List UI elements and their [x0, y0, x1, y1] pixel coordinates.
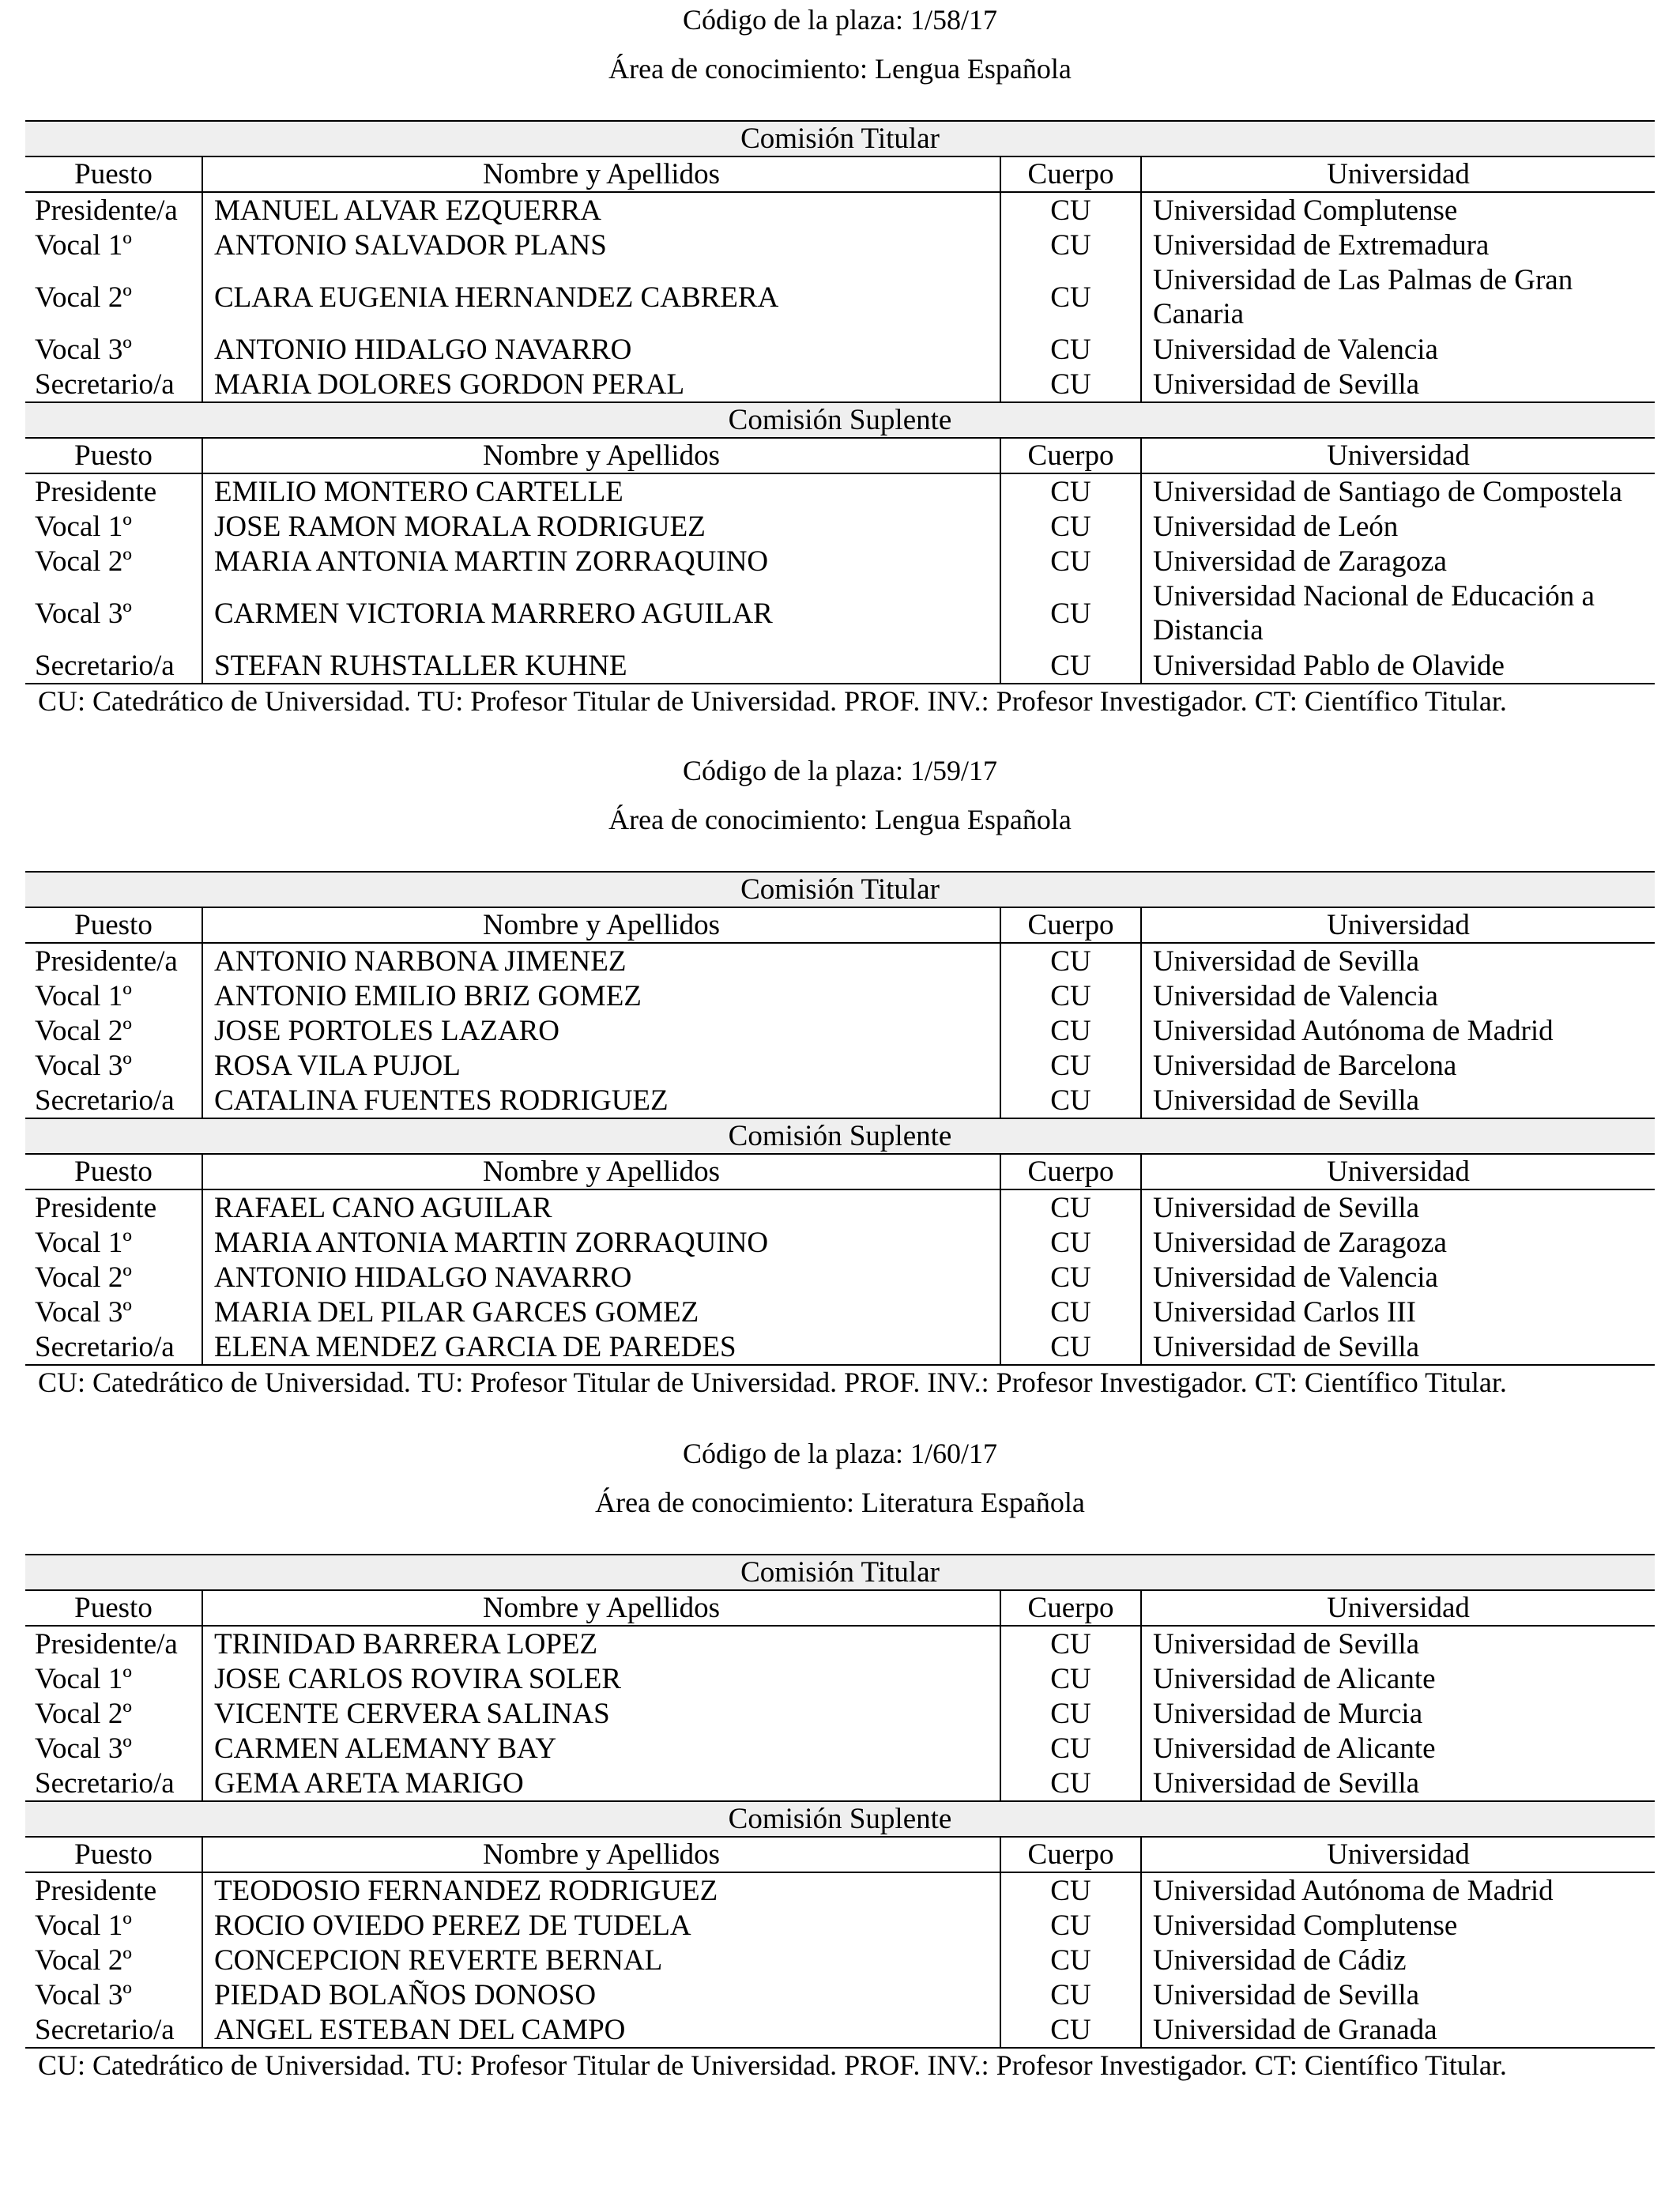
column-header-puesto: Puesto	[25, 438, 202, 473]
cell-puesto: Presidente	[35, 1191, 157, 1224]
cell-universidad: Universidad de Zaragoza	[1141, 544, 1655, 579]
cell-cuerpo: CU	[1000, 332, 1141, 367]
table-row	[25, 544, 1655, 579]
cell-universidad: Universidad de Sevilla	[1141, 1977, 1655, 2012]
cell-cuerpo: CU	[1000, 1083, 1141, 1118]
cell-puesto: Vocal 3º	[35, 1732, 132, 1765]
cell-nombre: ANTONIO NARBONA JIMENEZ	[202, 943, 1000, 978]
table-row	[25, 1766, 1655, 1801]
column-header-universidad: Universidad	[1141, 156, 1655, 192]
table-row	[25, 1329, 1655, 1365]
cell-universidad: Universidad de León	[1141, 509, 1655, 544]
cell-cuerpo: CU	[1000, 509, 1141, 544]
cell-nombre: CONCEPCION REVERTE BERNAL	[202, 1943, 1000, 1977]
cell-puesto: Secretario/a	[35, 1766, 175, 1800]
column-header-row	[25, 1590, 1655, 1626]
cell-puesto: Vocal 2º	[35, 1261, 132, 1294]
cell-nombre: JOSE CARLOS ROVIRA SOLER	[202, 1661, 1000, 1696]
table-row	[25, 648, 1655, 684]
cell-puesto: Vocal 2º	[35, 281, 132, 314]
cell-universidad: Universidad Nacional de Educación a Distancia	[1141, 579, 1655, 648]
table-row	[25, 2012, 1655, 2048]
cell-puesto: Secretario/a	[25, 648, 202, 684]
column-header-nombre: Nombre y Apellidos	[202, 907, 1000, 943]
cell-universidad: Universidad de Alicante	[1141, 1731, 1655, 1766]
cell-universidad: Universidad Autónoma de Madrid	[1141, 1872, 1655, 1908]
table-row	[25, 262, 1655, 332]
cell-puesto: Vocal 3º	[35, 1295, 132, 1329]
cell-nombre: ANTONIO EMILIO BRIZ GOMEZ	[202, 978, 1000, 1013]
cell-cuerpo: CU	[1000, 1696, 1141, 1731]
section-header-titular: Comisión Titular	[25, 872, 1655, 907]
cell-nombre: CLARA EUGENIA HERNANDEZ CABRERA	[202, 262, 1000, 332]
cell-universidad: Universidad de Sevilla	[1141, 1766, 1655, 1801]
cell-universidad: Universidad Carlos III	[1141, 1295, 1655, 1329]
cell-puesto: Vocal 1º	[35, 1226, 132, 1259]
cell-puesto: Secretario/a	[25, 2012, 202, 2048]
table-row	[25, 473, 1655, 509]
table-row	[25, 509, 1655, 544]
cell-universidad: Universidad Autónoma de Madrid	[1141, 1013, 1655, 1048]
cell-cuerpo: CU	[1000, 1048, 1141, 1083]
table-row	[25, 1013, 1655, 1048]
cell-cuerpo: CU	[1000, 1329, 1141, 1365]
cell-cuerpo: CU	[1000, 978, 1141, 1013]
cell-universidad: Universidad de Zaragoza	[1141, 1225, 1655, 1260]
cell-puesto: Vocal 3º	[35, 597, 132, 630]
cell-universidad: Universidad de Extremadura	[1141, 228, 1655, 262]
cell-puesto: Vocal 2º	[35, 1943, 132, 1977]
table-row	[25, 1661, 1655, 1696]
plaza-area: Área de conocimiento: Lengua Española	[608, 53, 1072, 85]
column-header-universidad: Universidad	[1141, 1154, 1655, 1189]
section-header-suplente: Comisión Suplente	[25, 1801, 1655, 1837]
cell-universidad: Universidad de Sevilla	[1141, 1626, 1655, 1661]
cell-nombre: CARMEN ALEMANY BAY	[202, 1731, 1000, 1766]
cell-universidad: Universidad de Granada	[1141, 2012, 1655, 2048]
table-row	[25, 332, 1655, 367]
cell-universidad: Universidad de Alicante	[1141, 1661, 1655, 1696]
column-header-puesto: Puesto	[25, 1837, 202, 1872]
column-header-row	[25, 907, 1655, 943]
cell-cuerpo: CU	[1000, 1225, 1141, 1260]
table-row	[25, 1225, 1655, 1260]
column-header-universidad: Universidad	[1141, 438, 1655, 473]
cell-puesto: Vocal 2º	[35, 1014, 132, 1047]
cell-puesto: Vocal 1º	[35, 1662, 132, 1695]
cell-puesto: Presidente/a	[35, 194, 178, 227]
table-row	[25, 1977, 1655, 2012]
cell-nombre: EMILIO MONTERO CARTELLE	[202, 473, 1000, 509]
cell-cuerpo: CU	[1000, 579, 1141, 648]
cell-puesto: Secretario/a	[35, 1084, 175, 1117]
table-row	[25, 1260, 1655, 1295]
cell-cuerpo: CU	[1000, 367, 1141, 402]
column-header-puesto: Puesto	[25, 1590, 202, 1626]
cell-nombre: ELENA MENDEZ GARCIA DE PAREDES	[202, 1329, 1000, 1365]
cell-nombre: ANTONIO HIDALGO NAVARRO	[202, 1260, 1000, 1295]
table-row	[25, 228, 1655, 262]
section-header-suplente: Comisión Suplente	[25, 402, 1655, 438]
column-header-universidad: Universidad	[1141, 1837, 1655, 1872]
cell-nombre: MARIA DEL PILAR GARCES GOMEZ	[202, 1295, 1000, 1329]
cell-nombre: TEODOSIO FERNANDEZ RODRIGUEZ	[202, 1872, 1000, 1908]
cell-universidad: Universidad de Valencia	[1141, 978, 1655, 1013]
cell-universidad: Universidad de Sevilla	[1141, 1083, 1655, 1118]
column-header-nombre: Nombre y Apellidos	[202, 438, 1000, 473]
column-header-puesto: Puesto	[25, 1154, 202, 1189]
column-header-puesto: Puesto	[25, 156, 202, 192]
cell-cuerpo: CU	[1000, 1260, 1141, 1295]
column-header-nombre: Nombre y Apellidos	[202, 1154, 1000, 1189]
column-header-cuerpo: Cuerpo	[1000, 1837, 1141, 1872]
cell-puesto: Vocal 3º	[35, 1978, 132, 2011]
cell-nombre: PIEDAD BOLAÑOS DONOSO	[202, 1977, 1000, 2012]
cell-nombre: ROSA VILA PUJOL	[202, 1048, 1000, 1083]
cell-cuerpo: CU	[1000, 1908, 1141, 1943]
table-row	[25, 1295, 1655, 1329]
cell-nombre: ANTONIO HIDALGO NAVARRO	[202, 332, 1000, 367]
cell-universidad: Universidad de Sevilla	[1141, 367, 1655, 402]
cell-cuerpo: CU	[1000, 1943, 1141, 1977]
cell-puesto: Secretario/a	[25, 1329, 202, 1365]
column-header-nombre: Nombre y Apellidos	[202, 1837, 1000, 1872]
abbreviation-legend: CU: Catedrático de Universidad. TU: Profesor Titular de Universidad. PROF. INV.: Profesor Investigador. CT: Científico Titular.	[38, 1367, 1507, 1398]
cell-puesto: Presidente/a	[35, 944, 178, 978]
cell-cuerpo: CU	[1000, 1661, 1141, 1696]
cell-universidad: Universidad Pablo de Olavide	[1141, 648, 1655, 684]
cell-universidad: Universidad de Valencia	[1141, 332, 1655, 367]
plaza-area: Área de conocimiento: Lengua Española	[608, 804, 1072, 835]
column-header-cuerpo: Cuerpo	[1000, 156, 1141, 192]
column-header-puesto: Puesto	[25, 907, 202, 943]
column-header-nombre: Nombre y Apellidos	[202, 156, 1000, 192]
cell-cuerpo: CU	[1000, 544, 1141, 579]
cell-universidad: Universidad de Sevilla	[1141, 943, 1655, 978]
cell-nombre: VICENTE CERVERA SALINAS	[202, 1696, 1000, 1731]
table-row	[25, 1731, 1655, 1766]
cell-nombre: RAFAEL CANO AGUILAR	[202, 1189, 1000, 1225]
table-row	[25, 1048, 1655, 1083]
abbreviation-legend: CU: Catedrático de Universidad. TU: Profesor Titular de Universidad. PROF. INV.: Profesor Investigador. CT: Científico Titular.	[38, 685, 1507, 717]
cell-nombre: MARIA ANTONIA MARTIN ZORRAQUINO	[202, 544, 1000, 579]
cell-cuerpo: CU	[1000, 1872, 1141, 1908]
column-header-cuerpo: Cuerpo	[1000, 438, 1141, 473]
cell-universidad: Universidad de Sevilla	[1141, 1189, 1655, 1225]
cell-puesto: Presidente	[35, 475, 157, 508]
table-row	[25, 943, 1655, 978]
cell-puesto: Vocal 2º	[35, 545, 132, 578]
cell-puesto: Vocal 2º	[35, 1697, 132, 1730]
cell-universidad: Universidad de Cádiz	[1141, 1943, 1655, 1977]
cell-cuerpo: CU	[1000, 1189, 1141, 1225]
cell-cuerpo: CU	[1000, 1013, 1141, 1048]
cell-universidad: Universidad de Las Palmas de Gran Canaria	[1141, 262, 1655, 332]
commission-table	[25, 120, 1655, 684]
column-header-universidad: Universidad	[1141, 1590, 1655, 1626]
cell-puesto: Presidente/a	[35, 1627, 178, 1661]
cell-cuerpo: CU	[1000, 1977, 1141, 2012]
cell-nombre: ANTONIO SALVADOR PLANS	[202, 228, 1000, 262]
cell-nombre: ANGEL ESTEBAN DEL CAMPO	[202, 2012, 1000, 2048]
cell-nombre: STEFAN RUHSTALLER KUHNE	[202, 648, 1000, 684]
cell-cuerpo: CU	[1000, 1766, 1141, 1801]
section-header-titular: Comisión Titular	[25, 1555, 1655, 1590]
column-header-row	[25, 1837, 1655, 1872]
table-row	[25, 1908, 1655, 1943]
cell-cuerpo: CU	[1000, 262, 1141, 332]
table-row	[25, 579, 1655, 648]
table-row	[25, 978, 1655, 1013]
column-header-row	[25, 156, 1655, 192]
cell-nombre: ROCIO OVIEDO PEREZ DE TUDELA	[202, 1908, 1000, 1943]
cell-puesto: Secretario/a	[35, 368, 175, 401]
cell-nombre: TRINIDAD BARRERA LOPEZ	[202, 1626, 1000, 1661]
table-row	[25, 1872, 1655, 1908]
commission-table	[25, 1554, 1655, 2049]
cell-universidad: Universidad de Murcia	[1141, 1696, 1655, 1731]
cell-nombre: CATALINA FUENTES RODRIGUEZ	[202, 1083, 1000, 1118]
column-header-row	[25, 438, 1655, 473]
cell-puesto: Vocal 1º	[35, 1909, 132, 1942]
section-header-titular: Comisión Titular	[25, 121, 1655, 156]
cell-cuerpo: CU	[1000, 228, 1141, 262]
cell-puesto: Vocal 1º	[35, 979, 132, 1012]
cell-cuerpo: CU	[1000, 192, 1141, 228]
cell-nombre: GEMA ARETA MARIGO	[202, 1766, 1000, 1801]
cell-puesto: Vocal 3º	[35, 1049, 132, 1082]
column-header-row	[25, 1154, 1655, 1189]
cell-universidad: Universidad de Valencia	[1141, 1260, 1655, 1295]
cell-cuerpo: CU	[1000, 473, 1141, 509]
cell-nombre: CARMEN VICTORIA MARRERO AGUILAR	[202, 579, 1000, 648]
cell-cuerpo: CU	[1000, 2012, 1141, 2048]
cell-universidad: Universidad de Barcelona	[1141, 1048, 1655, 1083]
plaza-code: Código de la plaza: 1/60/17	[683, 1438, 997, 1469]
cell-universidad: Universidad de Sevilla	[1141, 1329, 1655, 1365]
cell-cuerpo: CU	[1000, 943, 1141, 978]
table-row	[25, 1189, 1655, 1225]
cell-puesto: Vocal 1º	[35, 228, 132, 262]
table-row	[25, 367, 1655, 402]
cell-puesto: Vocal 3º	[35, 333, 132, 366]
table-row	[25, 1083, 1655, 1118]
plaza-area: Área de conocimiento: Literatura Española	[595, 1487, 1085, 1518]
column-header-cuerpo: Cuerpo	[1000, 907, 1141, 943]
cell-nombre: JOSE PORTOLES LAZARO	[202, 1013, 1000, 1048]
cell-cuerpo: CU	[1000, 1731, 1141, 1766]
cell-cuerpo: CU	[1000, 1295, 1141, 1329]
table-row	[25, 1943, 1655, 1977]
commission-table	[25, 871, 1655, 1366]
table-row	[25, 1626, 1655, 1661]
table-row	[25, 192, 1655, 228]
cell-nombre: MARIA ANTONIA MARTIN ZORRAQUINO	[202, 1225, 1000, 1260]
column-header-nombre: Nombre y Apellidos	[202, 1590, 1000, 1626]
cell-universidad: Universidad de Santiago de Compostela	[1141, 473, 1655, 509]
plaza-code: Código de la plaza: 1/59/17	[683, 755, 997, 786]
cell-cuerpo: CU	[1000, 1626, 1141, 1661]
cell-puesto: Presidente	[35, 1874, 157, 1907]
column-header-cuerpo: Cuerpo	[1000, 1154, 1141, 1189]
cell-nombre: MANUEL ALVAR EZQUERRA	[202, 192, 1000, 228]
cell-universidad: Universidad Complutense	[1141, 192, 1655, 228]
section-header-suplente: Comisión Suplente	[25, 1118, 1655, 1154]
cell-cuerpo: CU	[1000, 648, 1141, 684]
cell-universidad: Universidad Complutense	[1141, 1908, 1655, 1943]
column-header-universidad: Universidad	[1141, 907, 1655, 943]
cell-nombre: JOSE RAMON MORALA RODRIGUEZ	[202, 509, 1000, 544]
table-row	[25, 1696, 1655, 1731]
cell-nombre: MARIA DOLORES GORDON PERAL	[202, 367, 1000, 402]
cell-puesto: Vocal 1º	[35, 510, 132, 543]
abbreviation-legend: CU: Catedrático de Universidad. TU: Profesor Titular de Universidad. PROF. INV.: Profesor Investigador. CT: Científico Titular.	[38, 2049, 1507, 2081]
plaza-code: Código de la plaza: 1/58/17	[683, 4, 997, 36]
column-header-cuerpo: Cuerpo	[1000, 1590, 1141, 1626]
